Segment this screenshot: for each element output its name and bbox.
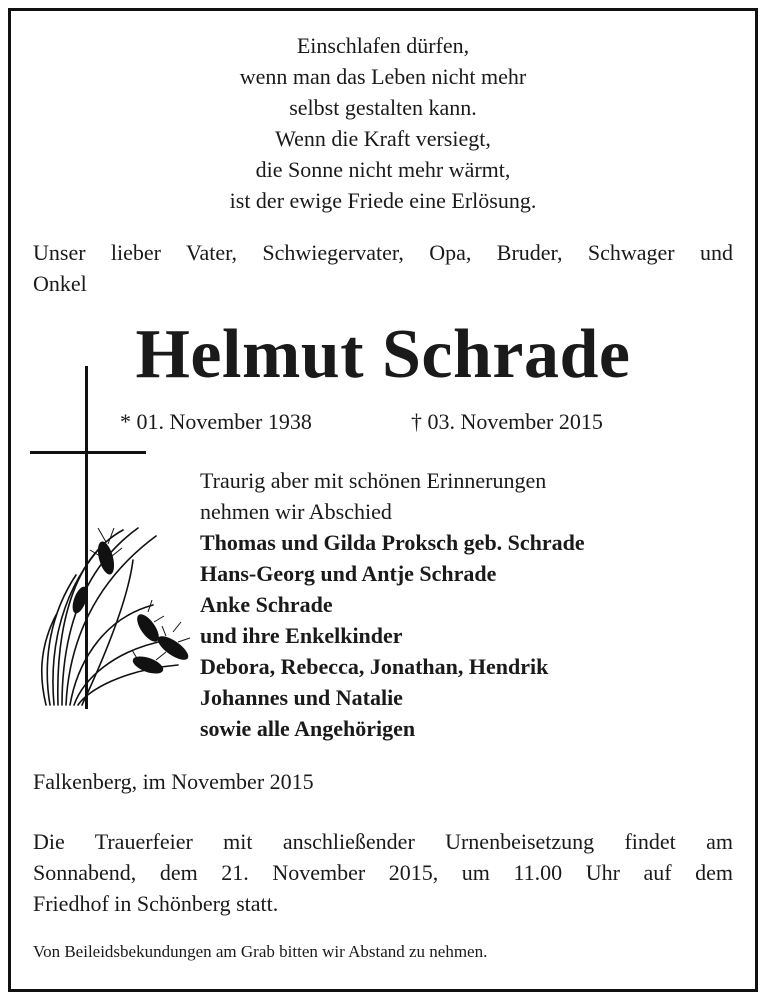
- condolence-note: Von Beileidsbekundungen am Grab bitten wir Abstand zu nehmen.: [33, 942, 488, 961]
- mourner-name: Hans-Georg und Antje Schrade: [200, 561, 497, 586]
- ceremony-line: Die Trauerfeier mit anschließender Urnenbeisetzung findet am: [33, 829, 733, 854]
- mourner-name: Debora, Rebecca, Jonathan, Hendrik: [200, 654, 549, 679]
- mourner-name: und ihre Enkelkinder: [200, 623, 403, 648]
- poem-line: Einschlafen dürfen,: [296, 33, 470, 58]
- mourner-name: Johannes und Natalie: [200, 685, 403, 710]
- poem-line: die Sonne nicht mehr wärmt,: [255, 157, 511, 182]
- intro-line: Onkel: [33, 271, 87, 296]
- mourners-intro: nehmen wir Abschied: [200, 499, 392, 524]
- poem-line: ist der ewige Friede eine Erlösung.: [229, 188, 537, 213]
- mourner-name: Thomas und Gilda Proksch geb. Schrade: [200, 530, 585, 555]
- mourners-intro: Traurig aber mit schönen Erinnerungen: [200, 468, 547, 493]
- place-date: Falkenberg, im November 2015: [33, 769, 314, 794]
- birth-date: * 01. November 1938: [120, 409, 312, 434]
- poem-line: selbst gestalten kann.: [289, 95, 477, 120]
- poem-line: Wenn die Kraft versiegt,: [275, 126, 491, 151]
- ceremony-text: [33, 826, 733, 919]
- mourner-name: sowie alle Angehörigen: [200, 716, 416, 741]
- ceremony-line: Sonnabend, dem 21. November 2015, um 11.00 Uhr auf dem: [33, 860, 733, 885]
- poem: [0, 30, 766, 216]
- ceremony-line: Friedhof in Schönberg statt.: [33, 891, 279, 916]
- mourners-block: [200, 465, 585, 744]
- mourner-name: Anke Schrade: [200, 592, 333, 617]
- intro-text: [33, 237, 733, 299]
- death-date: † 03. November 2015: [411, 409, 603, 434]
- intro-line: Unser lieber Vater, Schwiegervater, Opa, Bruder, Schwager und: [33, 240, 733, 265]
- cross-with-wheat-icon: [28, 360, 198, 725]
- poem-line: wenn man das Leben nicht mehr: [239, 64, 527, 89]
- deceased-name: Helmut Schrade: [135, 316, 631, 393]
